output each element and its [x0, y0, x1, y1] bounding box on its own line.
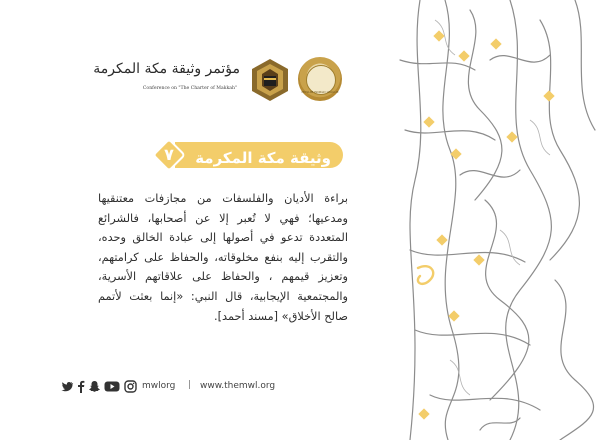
footer-separator: | [188, 380, 192, 390]
kaaba-logo [250, 58, 290, 102]
article-heading [153, 139, 346, 172]
twitter-icon[interactable] [61, 380, 74, 393]
calligraphy-decoration [390, 0, 600, 440]
article-number-badge [153, 139, 185, 171]
conference-title-ar: مؤتمر وثيقة مكة المكرمة [93, 61, 240, 77]
article-number: ٧ [164, 145, 174, 164]
social-handle[interactable]: mwlorg [142, 381, 176, 391]
mwl-logo [298, 57, 342, 101]
instagram-icon[interactable] [124, 380, 137, 393]
article-body: براءة الأديان والفلسفات من مجازفات معتنقيها ومدعيها؛ فهي لا تُعبر إلا عن أصحابها، فالشرائع المتعددة تدعو في أصولها إلى عبادة الخالق وحده، والتقرب إليه بنفع مخلوقاته، والحفاظ على كرامتهم، وتعزيز قيمهم ، والحفاظ على علاقاتهم الأسرية، والمجتمعية الإيجابية، قال النبي: «إنما بعثت لأتمم صالح الأخلاق» [مسند أحمد]. [98, 192, 348, 323]
website-link[interactable]: www.themwl.org [200, 381, 276, 391]
heading-title: وثيقة مكة المكرمة [195, 149, 331, 167]
youtube-icon[interactable] [104, 380, 120, 393]
snapchat-icon[interactable] [88, 380, 101, 393]
mwl-logo-text: MUSLIM WORLD LEAGUE [301, 90, 339, 94]
facebook-icon[interactable] [77, 380, 85, 393]
heading-bar [175, 142, 343, 168]
conference-title-en: Conference on "The Charter of Makkah" [142, 86, 238, 91]
logo-group [93, 55, 345, 110]
footer [55, 379, 305, 395]
